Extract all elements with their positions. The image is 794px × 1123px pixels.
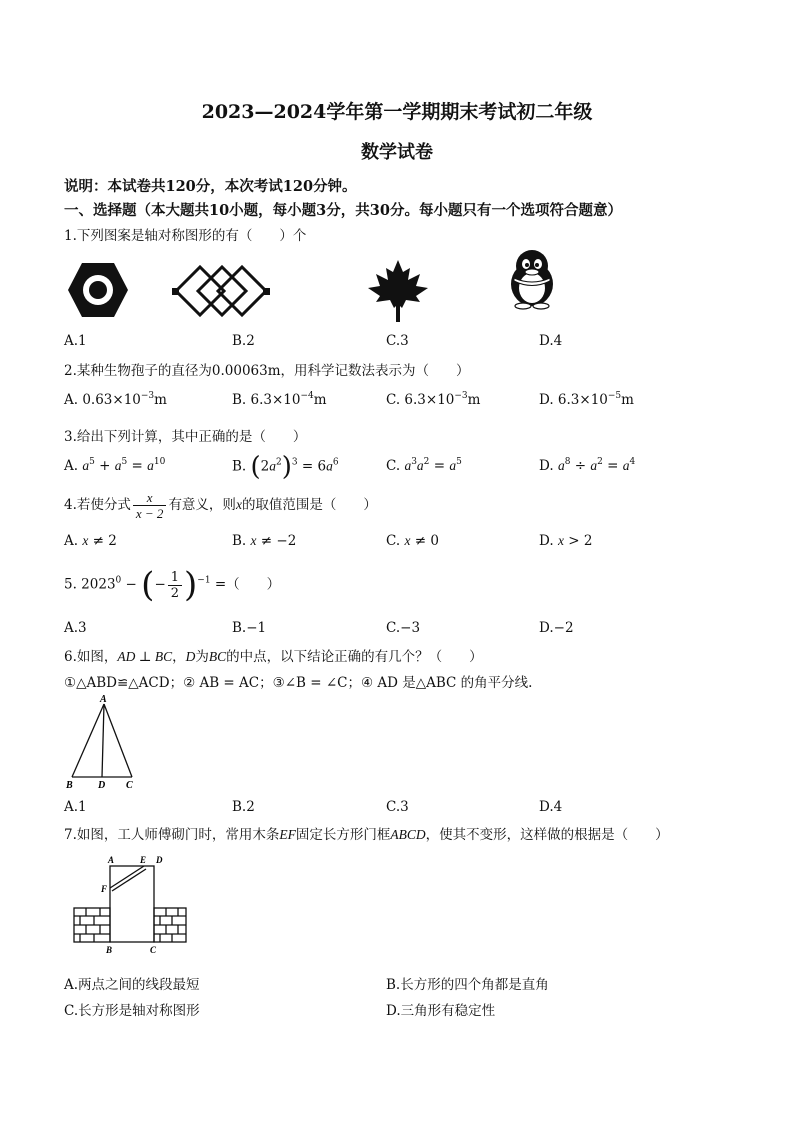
q6-option-d: D.4 <box>539 799 563 815</box>
diamond-knot-icon <box>172 263 270 319</box>
q7-option-d: D.三角形有稳定性 <box>386 1003 496 1019</box>
q7-option-a: A.两点之间的线段最短 <box>64 977 200 993</box>
q4-option-b: B. x ≠ −2 <box>232 533 297 549</box>
q6-option-a: A.1 <box>64 799 87 815</box>
q3-option-d: D. $a^8 \div a^2 = a^4$ <box>539 457 636 474</box>
q3-option-b: B. $(2a^2)^3 = 6a^6$ <box>232 452 339 482</box>
exam-note: 说明：本试卷共120分，本次考试120分钟。 <box>64 178 357 195</box>
q2-option-b: B. $6.3\times 10^{-4}m$ <box>232 391 327 408</box>
q2-option-c: C. $6.3\times 10^{-3}m$ <box>386 391 481 408</box>
door-frame-figure <box>70 852 192 960</box>
q4-option-a: A. x ≠ 2 <box>64 533 117 549</box>
triangle-figure <box>62 692 144 792</box>
q7-option-c: C.长方形是轴对称图形 <box>64 1003 200 1019</box>
q5-option-c: C.−3 <box>386 620 421 636</box>
label-d: D <box>156 855 163 865</box>
q1-option-b: B.2 <box>232 333 255 349</box>
maple-leaf-icon <box>366 258 430 324</box>
q3-option-c: C. $a^3a^2 = a^5$ <box>386 457 462 474</box>
question-1-stem: 1.下列图案是轴对称图形的有（ ）个 <box>64 228 307 244</box>
q2-option-a: A. $0.63\times 10^{-3}m$ <box>64 391 167 408</box>
q1-option-c: C.3 <box>386 333 409 349</box>
question-6-stem: 6.如图，AD ⊥ BC，D为BC的中点，以下结论正确的有几个？（ ） <box>64 649 483 665</box>
question-5-stem: 5. $2023^0$ − (− $\frac{1}{2}$ )$^{-1}$ =（ ） <box>64 565 281 605</box>
page-title: 2023—2024学年第一学期期末考试初二年级 <box>201 101 593 123</box>
hex-nut-icon <box>66 260 130 320</box>
label-f: F <box>101 884 108 894</box>
q7-option-b: B.长方形的四个角都是直角 <box>386 977 549 993</box>
q3-option-a: A. $a^5 + a^5 = a^{10}$ <box>64 457 166 474</box>
q5-option-d: D.−2 <box>539 620 574 636</box>
q1-option-a: A.1 <box>64 333 87 349</box>
penguin-icon <box>506 248 558 310</box>
label-b: B <box>66 780 73 791</box>
question-2-stem: 2.某种生物孢子的直径为0.00063m，用科学记数法表示为（ ） <box>64 363 470 379</box>
label-d: D <box>98 780 106 791</box>
q6-option-c: C.3 <box>386 799 409 815</box>
label-a: A <box>108 855 115 865</box>
label-c: C <box>126 780 133 791</box>
q2-option-d: D. $6.3\times 10^{-5}m$ <box>539 391 634 408</box>
section-heading: 一、选择题（本大题共10小题，每小题3分，共30分。每小题只有一个选项符合题意） <box>64 202 622 219</box>
label-e: E <box>140 855 147 865</box>
q5-option-b: B.−1 <box>232 620 267 636</box>
fraction: $\frac{x}{x - 2}$ <box>133 490 167 521</box>
question-3-stem: 3.给出下列计算，其中正确的是（ ） <box>64 429 307 445</box>
q6-option-b: B.2 <box>232 799 255 815</box>
q4-option-c: C. x ≠ 0 <box>386 533 439 549</box>
label-b: B <box>106 945 113 955</box>
question-7-stem: 7.如图，工人师傅砌门时，常用木条EF固定长方形门框ABCD，使其不变形，这样做的根据是（ ） <box>64 827 669 843</box>
question-4-stem: 4.若使分式 $\frac{x}{x - 2}$ 有意义，则x的取值范围是（ ） <box>64 490 377 521</box>
label-a: A <box>100 694 107 705</box>
q5-option-a: A.3 <box>64 620 87 636</box>
question-6-conclusions: ①△ABD≌△ACD；② AB = AC；③∠B = ∠C；④ AD 是△ABC 的角平分线. <box>64 675 533 691</box>
page-subtitle: 数学试卷 <box>361 142 433 163</box>
q1-option-d: D.4 <box>539 333 563 349</box>
q4-option-d: D. x > 2 <box>539 533 593 549</box>
label-c: C <box>150 945 157 955</box>
